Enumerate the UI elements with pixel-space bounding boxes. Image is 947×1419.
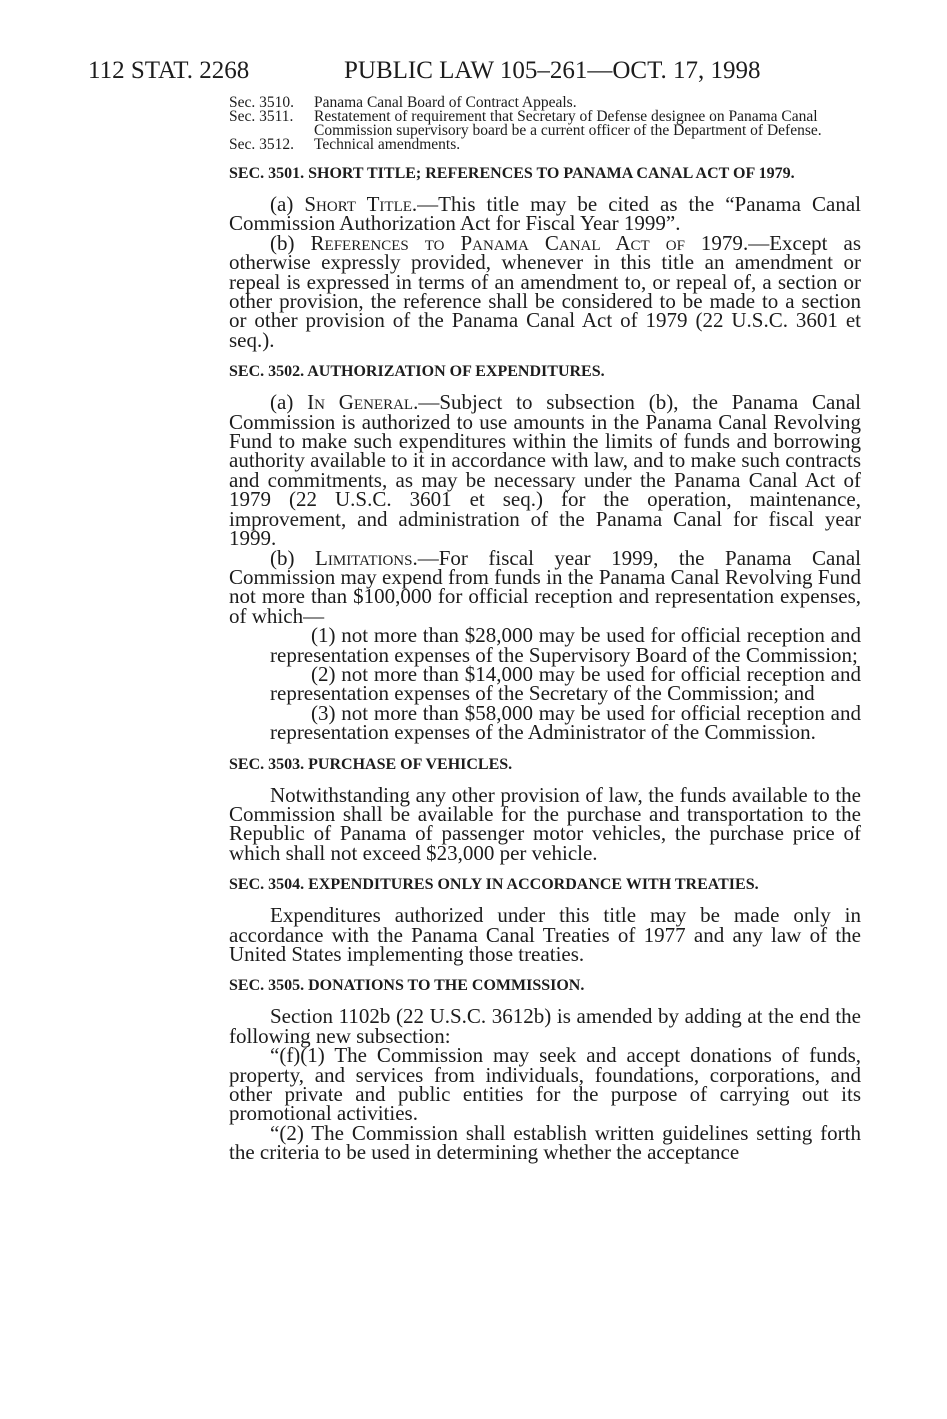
subsection-text: .—Subject to subsection (b), the Panama Canal Commission is authorized to use amounts in the Panama Canal Revolving Fund to make such expenditures within the limits of funds and borrowing authority available to it in accordance with law, and to make such contracts and commitments, as may be necessary under the Panama Canal Act of 1979 (22 U.S.C. 3601 et seq.) for the operation, maintenance, improvement, and administration of the Panama Canal for fiscal year 1999. bbox=[229, 390, 862, 551]
paragraph-3501-a bbox=[229, 192, 862, 236]
table-of-contents bbox=[229, 96, 861, 152]
section-heading-3503: SEC. 3503. PURCHASE OF VEHICLES. bbox=[229, 755, 513, 773]
subsection-title: Limitations bbox=[315, 545, 413, 570]
list-item-2: (2) not more than $14,000 may be used for official reception and representation expenses of the Secretary of the Commission; and bbox=[270, 661, 861, 706]
paragraph-3503: Notwithstanding any other provision of law, the funds available to the Commission shall be available for the purchase and transportation to the Republic of Panama of passenger motor vehicles, the purchase price of which shall not exceed $23,000 per vehicle. bbox=[229, 782, 861, 865]
subsection-text: .—Except as otherwise expressly provided, whenever in this title an amendment or repeal is expressed in terms of an amendment to, or repeal of, a section or other provision, the reference shall be considered to be made to a section or other provision of the Panama Canal Act of 1979 (22 U.S.C. 3601 et seq.). bbox=[229, 230, 862, 352]
paragraph-3501-b bbox=[229, 230, 862, 352]
toc-item bbox=[229, 110, 861, 138]
section-heading-3502: SEC. 3502. AUTHORIZATION OF EXPENDITURES. bbox=[229, 363, 605, 381]
subsection-label: (a) bbox=[270, 192, 294, 216]
subsection-title: In General bbox=[307, 390, 414, 415]
toc-item-number: Sec. 3512. bbox=[229, 136, 295, 153]
subsection-label: (a) bbox=[270, 390, 294, 415]
subsection-title: References to Panama Canal Act of 1979 bbox=[310, 230, 743, 255]
paragraph-3502-b bbox=[229, 545, 862, 628]
subsection-text: .—This title may be cited as the “Panama Canal Commission Authorization Act for Fiscal Year 1999”. bbox=[229, 192, 862, 236]
section-heading-3505: SEC. 3505. DONATIONS TO THE COMMISSION. bbox=[229, 977, 585, 995]
toc-item-text: Technical amendments. bbox=[314, 136, 461, 153]
paragraph-3504: Expenditures authorized under this title may be made only in accordance with the Panama Canal Treaties of 1977 and any law of the United States implementing those treaties. bbox=[229, 903, 861, 966]
paragraph-3505-1: Section 1102b (22 U.S.C. 3612b) is amended by adding at the end the following new subsection: bbox=[229, 1004, 861, 1048]
section-heading-3501: SEC. 3501. SHORT TITLE; REFERENCES TO PANAMA CANAL ACT OF 1979. bbox=[229, 165, 795, 182]
section-heading-3504: SEC. 3504. EXPENDITURES ONLY IN ACCORDANCE WITH TREATIES. bbox=[229, 876, 759, 894]
subsection-text: .—For fiscal year 1999, the Panama Canal Commission may expend from funds in the Panama Canal Revolving Fund not more than $100,000 for official reception and representation expenses, of which— bbox=[229, 545, 862, 628]
toc-item-text: Restatement of requirement that Secretary of Defense designee on Panama Canal Commission supervisory board be a current officer of the Department of Defense. bbox=[314, 108, 822, 139]
list-item-1: (1) not more than $28,000 may be used for official reception and representation expenses of the Supervisory Board of the Commission; bbox=[270, 623, 861, 667]
list-item-3: (3) not more than $58,000 may be used for official reception and representation expenses of the Administrator of the Commission. bbox=[270, 700, 861, 745]
toc-item-text: Panama Canal Board of Contract Appeals. bbox=[314, 94, 577, 111]
paragraph-3502-a bbox=[229, 390, 862, 551]
toc-item-number: Sec. 3510. bbox=[229, 94, 295, 111]
toc-item bbox=[229, 138, 861, 152]
public-law-citation: PUBLIC LAW 105–261—OCT. 17, 1998 bbox=[344, 57, 761, 84]
paragraph-3505-2: “(f)(1) The Commission may seek and accept donations of funds, property, and services from individuals, foundations, corporations, and other private and public entities for the purpose of carrying out its promotional activities. bbox=[229, 1043, 861, 1126]
subsection-label: (b) bbox=[270, 230, 295, 255]
subsection-label: (b) bbox=[270, 545, 295, 570]
paragraph-3505-3: “(2) The Commission shall establish written guidelines setting forth the criteria to be used in determining whether the acceptance bbox=[229, 1120, 861, 1165]
toc-item-number: Sec. 3511. bbox=[229, 108, 294, 125]
subsection-title: Short Title bbox=[304, 192, 412, 216]
stat-page-number: 112 STAT. 2268 bbox=[88, 57, 250, 84]
page-body bbox=[229, 96, 861, 1163]
